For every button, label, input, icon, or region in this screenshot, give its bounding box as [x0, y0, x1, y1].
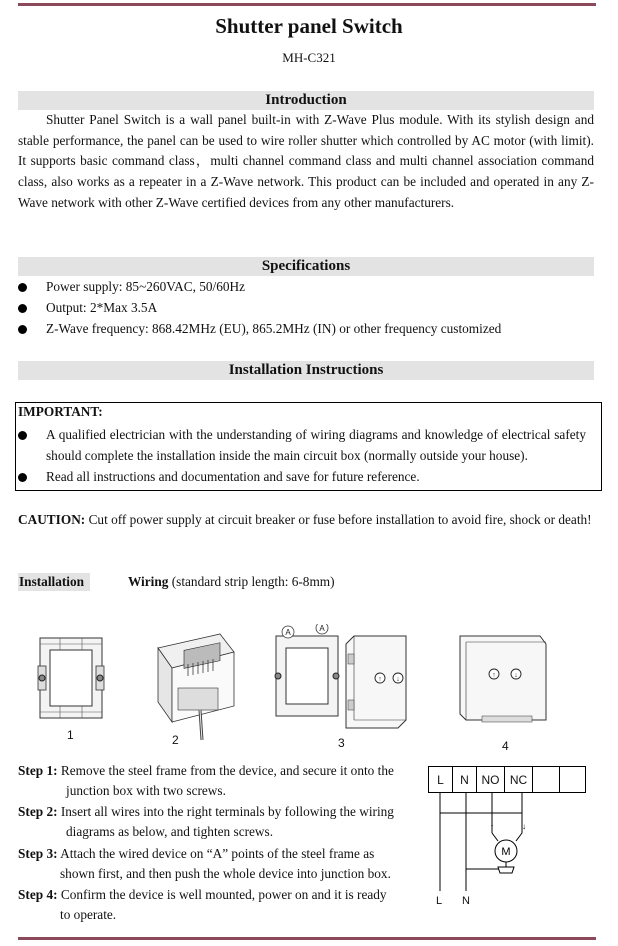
- figure-number: 3: [338, 736, 345, 750]
- installation-label: Installation: [18, 573, 90, 591]
- wiring-label: Wiring: [128, 574, 169, 589]
- spec-item: [18, 277, 594, 297]
- step-label: Step 1:: [18, 763, 58, 778]
- spec-item-text: Output: 2*Max 3.5A: [46, 300, 158, 315]
- step-1: [18, 761, 418, 800]
- terminal-cell: N: [453, 767, 477, 793]
- spec-item-text: Power supply: 85~260VAC, 50/60Hz: [46, 279, 246, 294]
- anchor-a-label: A: [319, 624, 325, 633]
- introduction-paragraph: [18, 110, 594, 214]
- wiring-note: (standard strip length: 6-8mm): [171, 574, 335, 589]
- step-text: Attach the wired device on “A” points of the steel frame as: [60, 846, 375, 861]
- bullet-icon: [18, 473, 27, 482]
- step-text: Confirm the device is well mounted, power on and it is ready: [60, 887, 387, 902]
- terminal-cell: [560, 767, 586, 793]
- caution-label: CAUTION:: [18, 512, 86, 527]
- caution-text: Cut off power supply at circuit breaker or fuse before installation to avoid fire, shock or death!: [88, 512, 592, 527]
- step-text: Remove the steel frame from the device, and secure it onto the: [60, 763, 394, 778]
- introduction-heading: Introduction: [18, 91, 594, 110]
- terminal-block: [428, 766, 586, 793]
- top-rule: [18, 3, 596, 6]
- step-text-continued: diagrams as below, and tighten screws.: [66, 823, 274, 839]
- spec-item: [18, 319, 594, 339]
- important-item-text: Read all instructions and documentation and save for future reference.: [46, 469, 420, 484]
- terminal-cell: NO: [477, 767, 505, 793]
- step-label: Step 2:: [18, 804, 58, 819]
- introduction-text: Shutter Panel Switch is a wall panel built-in with Z-Wave Plus module. With its stylish design and stable performance, the panel can be used to wire roller shutter which controlled by AC motor (with limit). It supports basic command class，multi channel command class and multi channel association command class, also works as a repeater in a Z-Wave network. This product can be included and operated in any Z-Wave network with other Z-Wave certified devices from any other manufacturers.: [18, 112, 594, 210]
- spec-item-text: Z-Wave frequency: 868.42MHz (EU), 865.2MHz (IN) or other frequency customized: [46, 321, 502, 336]
- bullet-icon: [18, 431, 27, 440]
- up-arrow-icon: ↑: [378, 676, 382, 683]
- terminal-cell: [533, 767, 560, 793]
- terminal-cell: NC: [505, 767, 533, 793]
- document-title: Shutter panel Switch: [215, 14, 403, 38]
- step-text-continued: shown first, and then push the whole device into junction box.: [60, 865, 391, 881]
- figure-number: 2: [172, 733, 179, 747]
- terminal-cell: L: [429, 767, 453, 793]
- bullet-icon: [18, 325, 27, 334]
- supply-label-n: N: [462, 895, 470, 907]
- step-text-continued: to operate.: [60, 906, 117, 922]
- supply-label-l: L: [436, 895, 443, 907]
- terminal-wiring-illustration: [148, 628, 238, 744]
- up-arrow-icon: ↑: [490, 822, 494, 831]
- down-arrow-icon: ↓: [514, 672, 518, 679]
- down-arrow-icon: ↓: [396, 676, 400, 683]
- bottom-rule: [18, 937, 596, 940]
- spec-item: [18, 298, 594, 318]
- important-label: IMPORTANT:: [18, 404, 103, 419]
- down-arrow-icon: ↓: [522, 822, 526, 831]
- step-3: [18, 844, 418, 883]
- installed-panel-illustration: [456, 630, 548, 726]
- important-item: [18, 467, 594, 487]
- step-2: [18, 802, 418, 841]
- motor-label: M: [501, 846, 511, 858]
- steel-frame-illustration: [36, 632, 108, 724]
- caution-paragraph: [18, 510, 596, 531]
- model-number: MH-C321: [282, 50, 336, 65]
- wiring-caption: [128, 573, 335, 591]
- bullet-icon: [18, 283, 27, 292]
- important-item-text: A qualified electrician with the understanding of wiring diagrams and knowledge of electrical safety should complete the installation inside the main circuit box (normally outside your house).: [46, 427, 586, 463]
- specifications-heading: Specifications: [18, 257, 594, 276]
- important-item: [18, 425, 594, 467]
- figure-number: 1: [67, 728, 74, 742]
- up-arrow-icon: ↑: [492, 672, 496, 679]
- step-label: Step 4:: [18, 887, 58, 902]
- bullet-icon: [18, 304, 27, 313]
- step-text: Insert all wires into the right terminals by following the wiring: [60, 804, 394, 819]
- installation-instructions-heading: Installation Instructions: [18, 361, 594, 380]
- step-text-continued: junction box with two screws.: [66, 782, 226, 798]
- step-4: [18, 885, 418, 924]
- anchor-a-label: A: [285, 628, 291, 637]
- device-attach-illustration: [270, 624, 410, 732]
- figure-number: 4: [502, 739, 509, 753]
- wiring-schematic: [428, 793, 588, 897]
- step-label: Step 3:: [18, 846, 58, 861]
